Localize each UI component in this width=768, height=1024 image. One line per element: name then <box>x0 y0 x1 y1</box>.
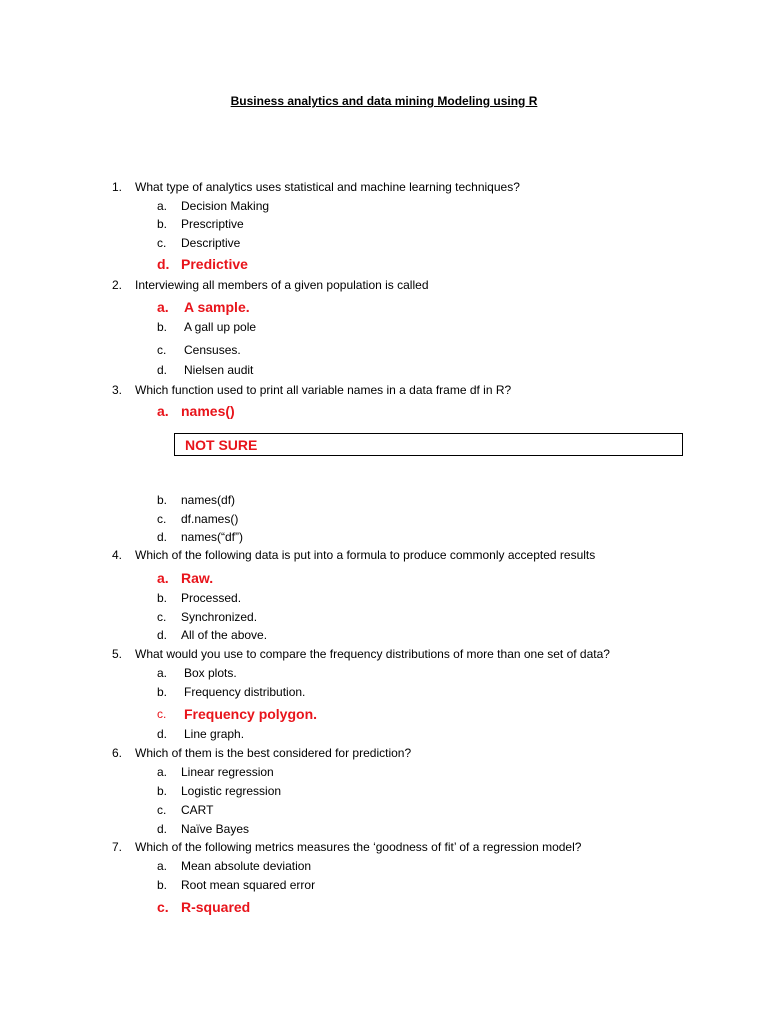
option-letter: c. <box>157 707 167 721</box>
option-letter: d. <box>157 256 170 272</box>
page-title: Business analytics and data mining Modeling using R <box>230 94 538 108</box>
question-text: What would you use to compare the frequency distributions of more than one set of data? <box>135 647 610 661</box>
option-letter: c. <box>157 899 169 915</box>
question-text: Which function used to print all variable names in a data frame df in R? <box>135 383 512 397</box>
option-letter: b. <box>157 493 168 507</box>
question-number: 6. <box>112 746 123 760</box>
question-number: 3. <box>112 383 123 397</box>
option-text: Synchronized. <box>181 610 258 624</box>
option-letter: c. <box>157 343 167 357</box>
question-text: Which of them is the best considered for prediction? <box>135 746 412 760</box>
option-text: A sample. <box>184 299 250 315</box>
question-number: 4. <box>112 548 123 562</box>
option-letter: a. <box>157 299 169 315</box>
option-letter: b. <box>157 320 168 334</box>
option-letter: d. <box>157 363 168 377</box>
option-text: names(“df”) <box>181 530 244 544</box>
option-letter: a. <box>157 765 168 779</box>
option-text: Logistic regression <box>181 784 282 798</box>
option-letter: a. <box>157 403 169 419</box>
not-sure-note: NOT SURE <box>185 437 258 453</box>
option-text: Processed. <box>181 591 242 605</box>
option-text: Mean absolute deviation <box>181 859 312 873</box>
option-letter: c. <box>157 512 167 526</box>
option-text: Line graph. <box>184 727 245 741</box>
option-text: Descriptive <box>181 236 241 250</box>
option-letter: d. <box>157 822 168 836</box>
option-text: Censuses. <box>184 343 241 357</box>
option-text: names(df) <box>181 493 236 507</box>
option-letter: d. <box>157 727 168 741</box>
option-text: A gall up pole <box>184 320 257 334</box>
option-letter: c. <box>157 236 167 250</box>
option-letter: d. <box>157 628 168 642</box>
question-number: 5. <box>112 647 123 661</box>
option-letter: c. <box>157 803 167 817</box>
option-text: Prescriptive <box>181 217 244 231</box>
option-letter: d. <box>157 530 168 544</box>
option-letter: c. <box>157 610 167 624</box>
option-text: Decision Making <box>181 199 270 213</box>
option-text: Root mean squared error <box>181 878 316 892</box>
question-number: 7. <box>112 840 123 854</box>
option-text: Linear regression <box>181 765 274 779</box>
question-number: 2. <box>112 278 123 292</box>
option-letter: b. <box>157 878 168 892</box>
question-number: 1. <box>112 180 123 194</box>
option-text: names() <box>181 403 235 419</box>
question-text: Interviewing all members of a given population is called <box>135 278 429 292</box>
option-letter: b. <box>157 217 168 231</box>
option-text: Naïve Bayes <box>181 822 250 836</box>
option-letter: b. <box>157 685 168 699</box>
option-text: R-squared <box>181 899 251 915</box>
option-text: Box plots. <box>184 666 237 680</box>
not-sure-note-box <box>174 433 683 456</box>
option-letter: b. <box>157 784 168 798</box>
option-letter: a. <box>157 570 169 586</box>
question-text: Which of the following data is put into a formula to produce commonly accepted results <box>135 548 596 562</box>
option-letter: a. <box>157 859 168 873</box>
question-text: Which of the following metrics measures the ‘goodness of fit’ of a regression model? <box>135 840 582 854</box>
question-text: What type of analytics uses statistical and machine learning techniques? <box>135 180 520 194</box>
option-text: All of the above. <box>181 628 268 642</box>
option-text: df.names() <box>181 512 239 526</box>
option-text: Frequency polygon. <box>184 706 318 722</box>
option-letter: a. <box>157 199 168 213</box>
option-text: Nielsen audit <box>184 363 254 377</box>
option-text: Predictive <box>181 256 248 272</box>
option-letter: a. <box>157 666 168 680</box>
option-text: Frequency distribution. <box>184 685 306 699</box>
option-text: CART <box>181 803 214 817</box>
option-letter: b. <box>157 591 168 605</box>
option-text: Raw. <box>181 570 214 586</box>
